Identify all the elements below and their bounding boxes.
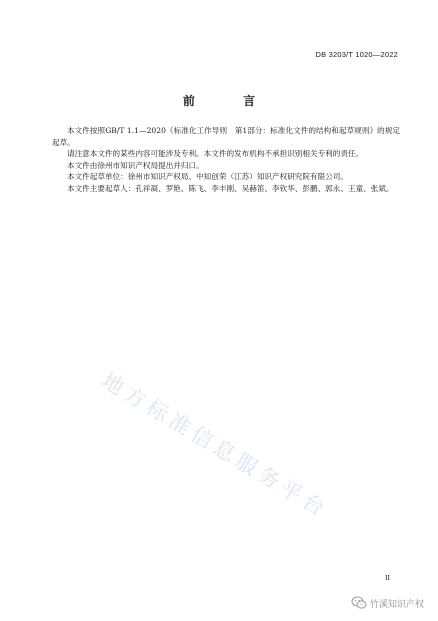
paragraph-proposer: 本文件由徐州市知识产权局提出并归口。 bbox=[67, 160, 204, 170]
brand-watermark bbox=[351, 596, 424, 610]
wechat-icon bbox=[351, 596, 367, 610]
page-title: 前 言 bbox=[182, 94, 278, 108]
foreword-body bbox=[52, 125, 400, 194]
document-code: DB 3203/T 1020—2022 bbox=[315, 50, 398, 59]
watermark-text: 地方标准信息服务平台 bbox=[97, 368, 333, 523]
page-number: II bbox=[385, 573, 390, 582]
paragraph-drafters: 本文件主要起草人：孔祥凝、罗艳、陈飞、李丰刚、吴赫笛、李钦华、彭鹏、郭永、王童、张斌。 bbox=[67, 183, 394, 193]
brand-label: 竹溪知识产权 bbox=[369, 599, 424, 610]
paragraph-patent-notice: 请注意本文件的某些内容可能涉及专利。本文件的发布机构不承担识别相关专利的责任。 bbox=[67, 149, 364, 158]
paragraph-drafting-units: 本文件起草单位：徐州市知识产权局、中知创荣（江苏）知识产权研究院有限公司。 bbox=[67, 172, 348, 181]
paragraph-drafting-basis: 本文件按照GB/T 1.1—2020《标准化工作导则 第1部分：标准化文件的结构和起草规则》的规定起草。 bbox=[52, 126, 400, 147]
